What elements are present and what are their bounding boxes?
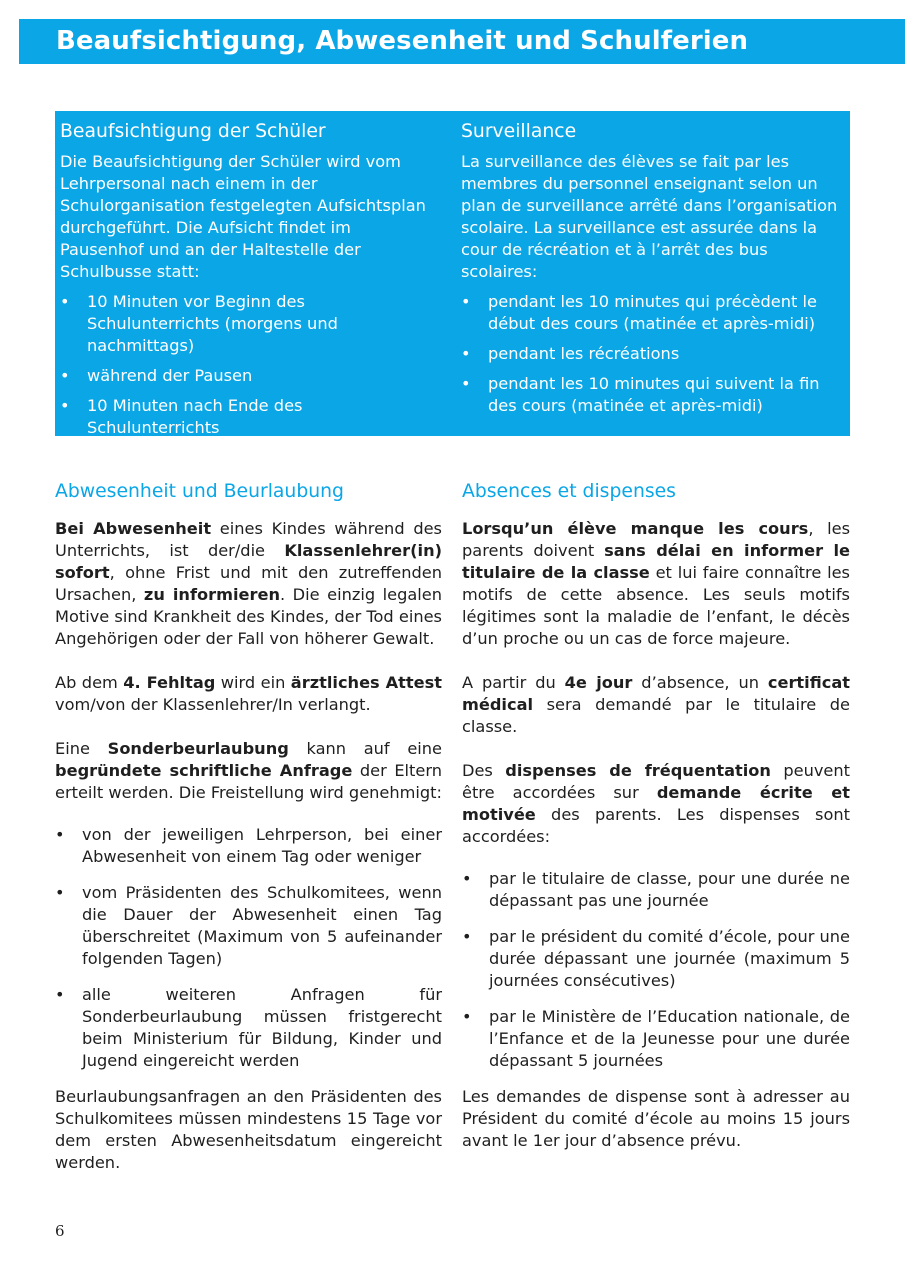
bold-text: sans délai en informer le titulaire de la classe (462, 541, 850, 582)
bold-text: zu informieren (143, 585, 280, 604)
text-run: eines Kindes während des Unterrichts, ist der/die (55, 519, 442, 560)
bold-text: Bei Abwesenheit (55, 519, 212, 538)
supervision-de-column (60, 119, 435, 447)
bullet-icon: • (462, 1007, 472, 1026)
text-run: , les parents doivent (462, 519, 850, 560)
list-item (60, 395, 435, 439)
list-item-text: par le Ministère de l’Education nationale, de l’Enfance et de la Jeunesse pour une durée dépassant 5 journées (489, 1007, 850, 1070)
text-run: Des (462, 761, 506, 780)
page-number: 6 (55, 1222, 65, 1240)
text-run: sera demandé par le titulaire de classe. (462, 695, 850, 736)
text-run: , ohne Frist und mit den zutreffenden Ursachen, (55, 563, 442, 604)
list-item (462, 926, 850, 992)
absence-fr-list (462, 868, 850, 1072)
absence-de-paragraph-4: Beurlaubungsanfragen an den Präsidenten des Schulkomitees müssen mindestens 15 Tage vor dem ersten Abwesenheitsdatum eingereicht werden. (55, 1087, 442, 1172)
list-item (55, 824, 442, 868)
bold-text: certificat médical (462, 673, 850, 714)
bullet-icon: • (461, 374, 471, 393)
list-item (461, 343, 848, 365)
supervision-fr-column (461, 119, 848, 425)
absence-fr-heading: Absences et dispenses (462, 481, 676, 502)
supervision-fr-heading: Surveillance (461, 121, 577, 142)
list-item-text: pendant les 10 minutes qui précèdent le début des cours (matinée et après-midi) (488, 292, 817, 333)
list-item-text: vom Präsidenten des Schulkomitees, wenn die Dauer der Abwesenheit einen Tag überschreitet (Maximum von 5 aufeinander folgenden Tagen) (82, 883, 442, 968)
supervision-de-list (60, 291, 435, 439)
absence-de-column (55, 478, 442, 1196)
absence-de-paragraph-3 (55, 738, 442, 804)
text-run: wird ein (215, 673, 291, 692)
supervision-de-heading: Beaufsichtigung der Schüler (60, 121, 326, 142)
list-item (60, 365, 435, 387)
text-run: Eine (55, 739, 108, 758)
bullet-icon: • (461, 292, 471, 311)
bold-text: 4e jour (564, 673, 633, 692)
bullet-icon: • (60, 366, 70, 385)
bullet-icon: • (55, 825, 65, 844)
text-run: d’absence, un (632, 673, 768, 692)
list-item (55, 984, 442, 1072)
bullet-icon: • (462, 927, 472, 946)
list-item-text: pendant les 10 minutes qui suivent la fin des cours (matinée et après-midi) (488, 374, 820, 415)
absence-fr-paragraph-1 (462, 518, 850, 650)
bullet-icon: • (60, 292, 70, 311)
absence-fr-paragraph-3 (462, 760, 850, 848)
text-run: A partir du (462, 673, 565, 692)
text-run: kann auf eine (288, 739, 442, 758)
list-item-text: 10 Minuten vor Beginn des Schulunterrichts (morgens und nachmittags) (87, 292, 338, 355)
list-item (461, 291, 848, 335)
text-run: peuvent être accordées sur (462, 761, 850, 802)
bold-text: Sonderbeurlaubung (107, 739, 289, 758)
text-run: der Eltern erteilt werden. Die Freistellung wird genehmigt: (55, 761, 442, 802)
supervision-de-intro: Die Beaufsichtigung der Schüler wird vom Lehrpersonal nach einem in der Schulorganisation festgelegten Aufsichtsplan durchgeführt. Die Aufsicht findet im Pausenhof und an der Haltestelle der Schulbusse statt: (60, 152, 426, 281)
bullet-icon: • (461, 344, 471, 363)
text-run: vom/von der Klassenlehrer/In verlangt. (55, 695, 371, 714)
supervision-box (55, 111, 850, 436)
text-run: . Die einzig legalen Motive sind Krankheit des Kindes, der Tod eines Angehörigen oder der Fall von höherer Gewalt. (55, 585, 443, 648)
bullet-icon: • (55, 883, 65, 902)
absence-de-list (55, 824, 442, 1072)
absence-fr-column (462, 478, 850, 1174)
list-item-text: alle weiteren Anfragen für Sonderbeurlaubung müssen fristgerecht beim Ministerium für Bildung, Kinder und Jugend eingereicht werden (82, 985, 442, 1070)
list-item (60, 291, 435, 357)
list-item-text: 10 Minuten nach Ende des Schulunterrichts (87, 396, 303, 437)
text-run: des parents. Les dispenses sont accordées: (462, 805, 850, 846)
text-run: Ab dem (55, 673, 124, 692)
list-item (462, 1006, 850, 1072)
bold-text: 4. Fehltag (123, 673, 216, 692)
absence-de-paragraph-2 (55, 672, 442, 716)
list-item-text: par le président du comité d’école, pour une durée dépassant une journée (maximum 5 journées consécutives) (489, 927, 850, 990)
bold-text: ärztliches Attest (290, 673, 442, 692)
page-title: Beaufsichtigung, Abwesenheit und Schulferien (56, 26, 749, 56)
bold-text: Lorsqu’un élève manque les cours (462, 519, 809, 538)
list-item (461, 373, 848, 417)
list-item (55, 882, 442, 970)
absence-fr-paragraph-2 (462, 672, 850, 738)
supervision-fr-list (461, 291, 848, 417)
list-item-text: pendant les récréations (488, 344, 680, 363)
bold-text: dispenses de fréquentation (505, 761, 771, 780)
bold-text: demande écrite et motivée (462, 783, 850, 824)
bold-text: begründete schriftliche Anfrage (55, 761, 353, 780)
list-item-text: par le titulaire de classe, pour une durée ne dépassant pas une journée (489, 869, 850, 910)
text-run: et lui faire connaître les motifs de cette absence. Les seuls motifs légitimes sont la maladie de l’enfant, le décès d’un proche ou un cas de force majeure. (462, 563, 850, 648)
bullet-icon: • (55, 985, 65, 1004)
supervision-fr-intro: La surveillance des élèves se fait par les membres du personnel enseignant selon un plan de surveillance arrêté dans l’organisation scolaire. La surveillance est assurée dans la cour de récréation et à l’arrêt des bus scolaires: (461, 152, 838, 281)
list-item-text: während der Pausen (87, 366, 253, 385)
header-banner (19, 19, 905, 64)
absence-fr-paragraph-4: Les demandes de dispense sont à adresser au Président du comité d’école au moins 15 jours avant le 1er jour d’absence prévu. (462, 1087, 850, 1150)
absence-de-heading: Abwesenheit und Beurlaubung (55, 481, 344, 502)
bold-text: Klassenlehrer(in) sofort (55, 541, 442, 582)
list-item-text: von der jeweiligen Lehrperson, bei einer Abwesenheit von einem Tag oder weniger (82, 825, 442, 866)
list-item (462, 868, 850, 912)
bullet-icon: • (60, 396, 70, 415)
bullet-icon: • (462, 869, 472, 888)
absence-de-paragraph-1 (55, 518, 442, 650)
